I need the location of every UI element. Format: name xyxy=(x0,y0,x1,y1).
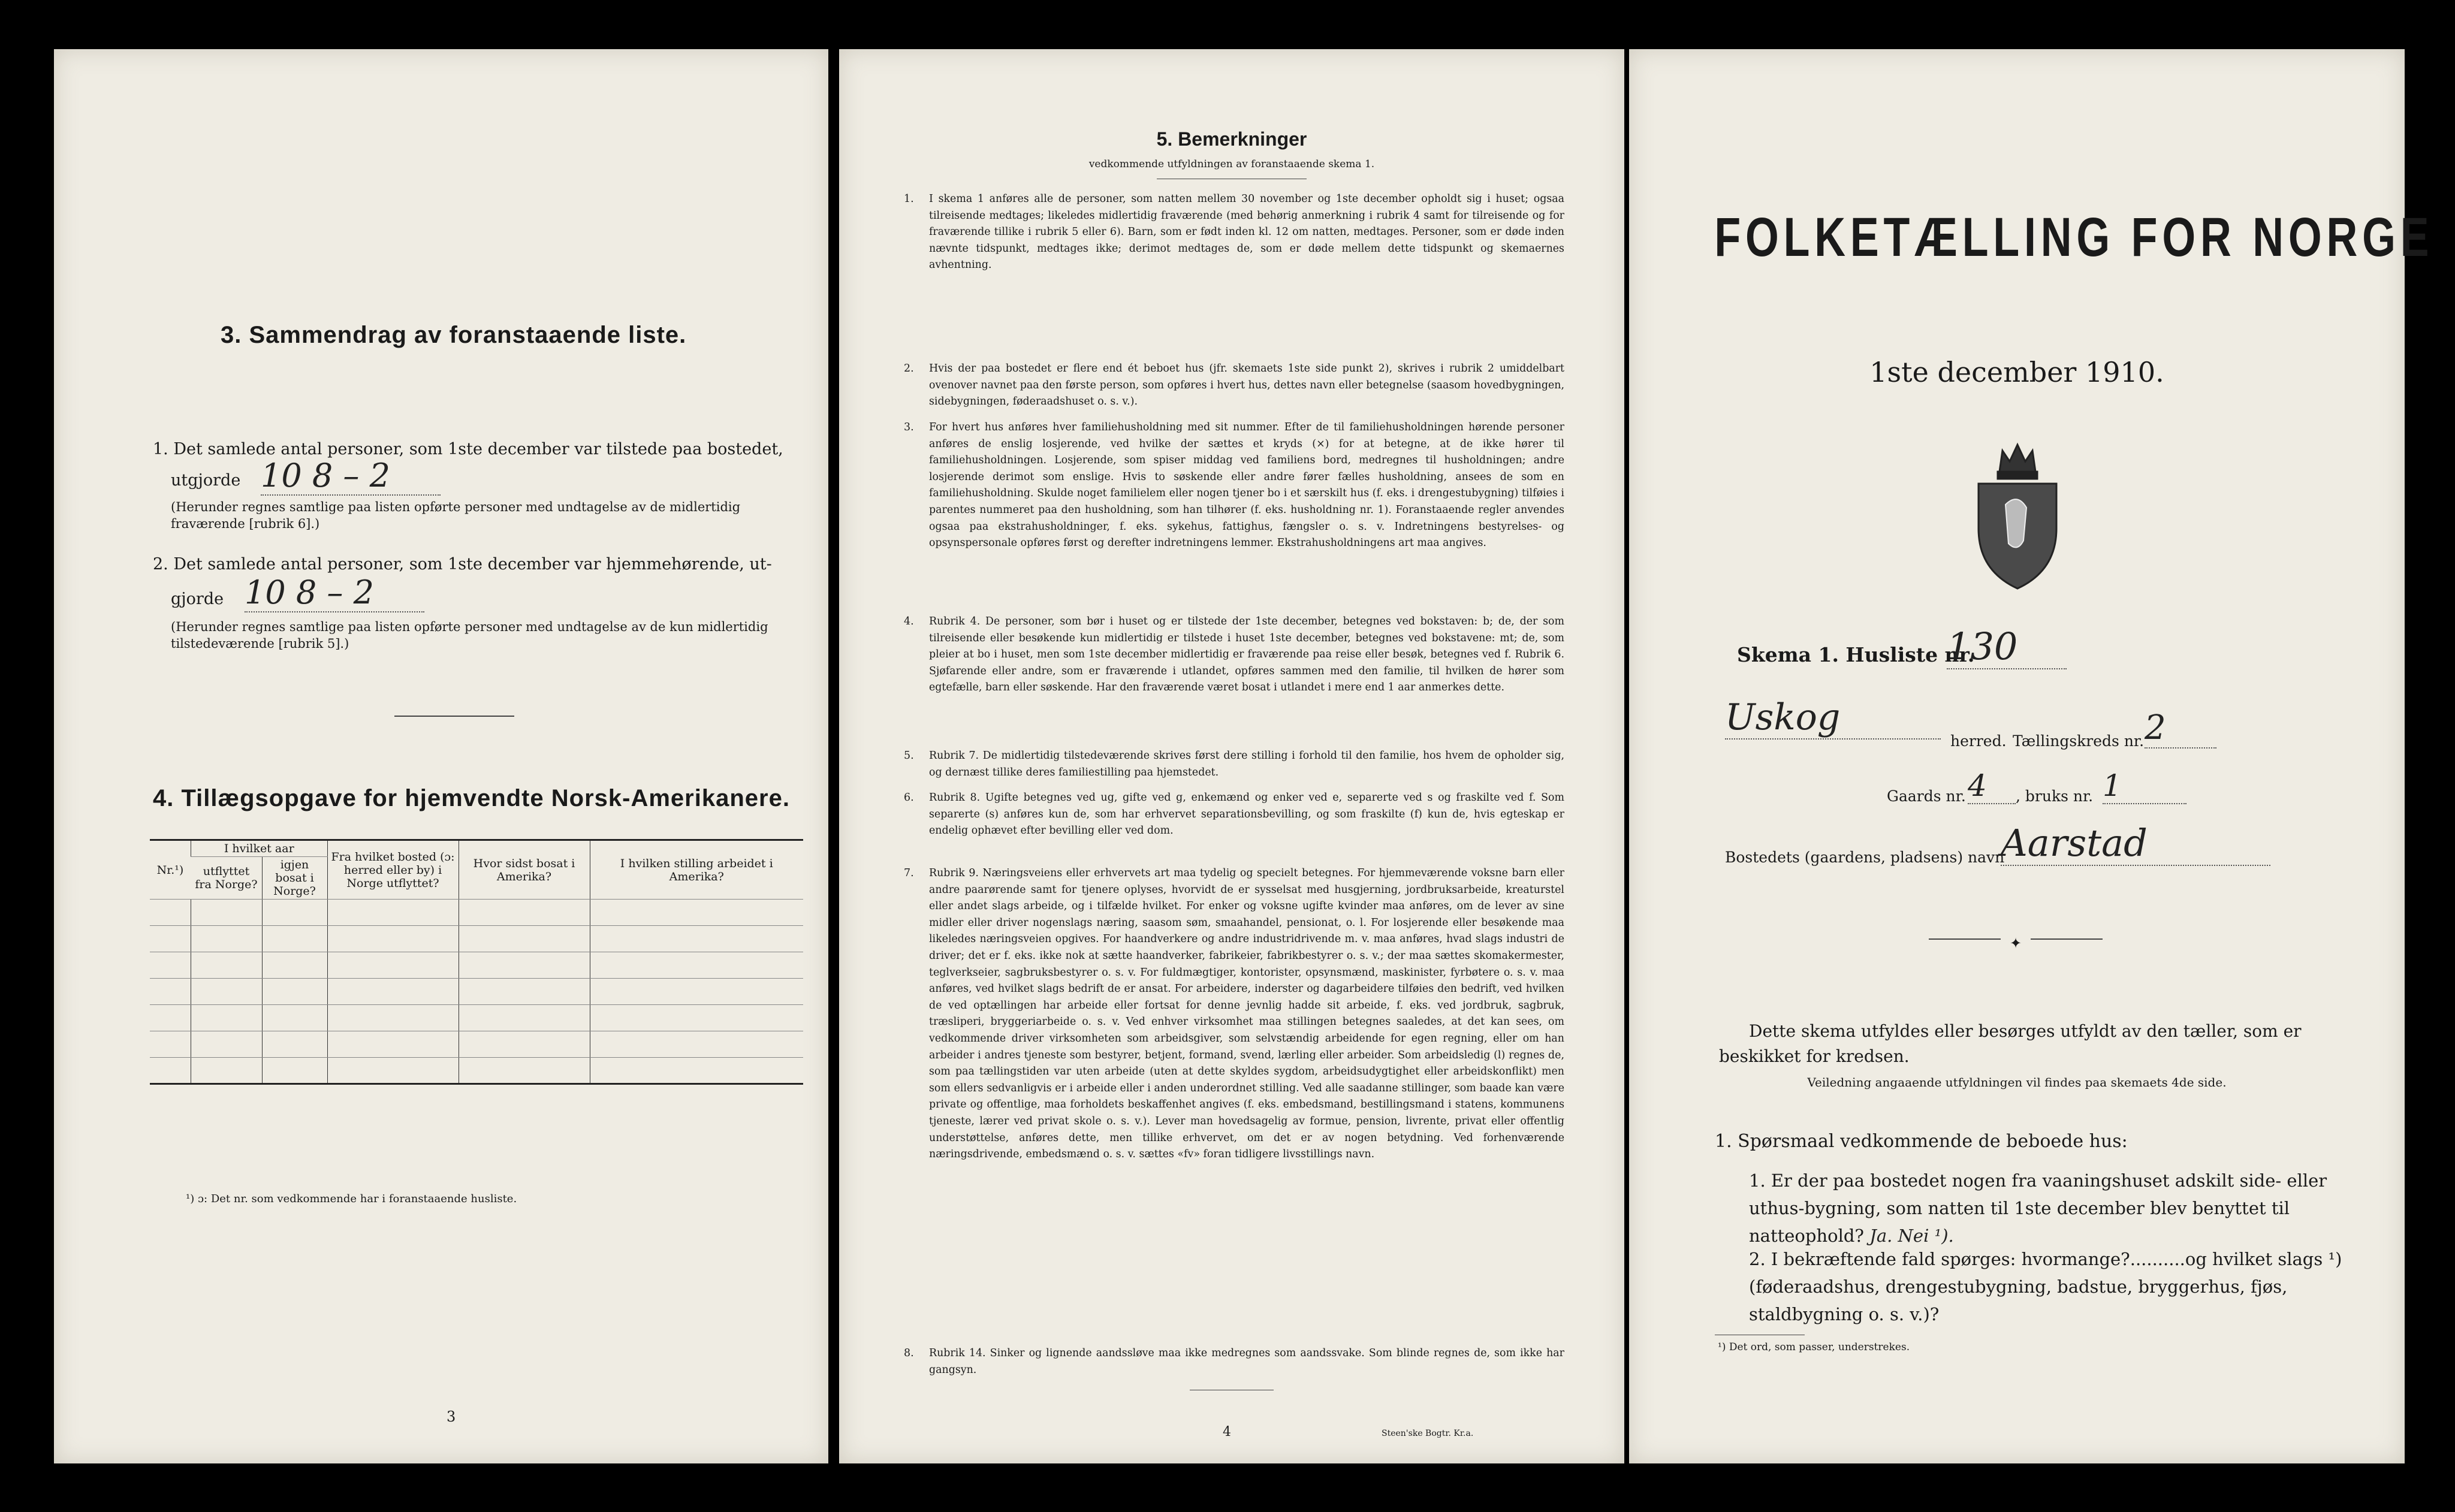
gaards-label: Gaards nr. xyxy=(1887,787,1966,805)
norsk-amerikaner-table xyxy=(150,839,803,1085)
q1-answer: Ja. Nei ¹). xyxy=(1869,1226,1954,1246)
col-bosat: igjen bosat i Norge? xyxy=(262,857,327,900)
kreds-value: 2 xyxy=(2145,708,2216,749)
remark-item: 4. Rubrik 4. De personer, som bør i huset og er tilstede der 1ste december, betegnes ved bokstaven: b; de, der som tilreisende eller besøkende kun midlertidig er tilstede i huset 1ste december, betegnes ved bokstavene: mt; de, som pleier at bo i huset, men som 1ste december midlertidig er fraværende paa reise eller besøk, betegnes ved f. Rubrik 6. Sjøfarende eller andre, som er fraværende i utlandet, opføres sammen med den familie, til hvilken de hører som egtefælle, barn eller søskende. Har den fraværende været bosat i utlandet i mere end 1 aar anmerkes dette. xyxy=(904,615,1564,694)
husliste-nr: 130 xyxy=(1947,624,2067,669)
herred-label: herred. xyxy=(1950,732,2007,750)
bruks-label: , bruks nr. xyxy=(2016,787,2094,805)
herred-value: Uskog xyxy=(1725,696,1941,740)
section4-footnote: ¹) ɔ: Det nr. som vedkommende har i foranstaaende husliste. xyxy=(186,1193,517,1205)
kreds-label: Tællingskreds nr. xyxy=(2013,732,2145,750)
remarks-title: 5. Bemerkninger xyxy=(1156,128,1307,150)
section4-title: 4. Tillægsopgave for hjemvendte Norsk-Amerikanere. xyxy=(153,785,790,811)
item2-text: 2. Det samlede antal personer, som 1ste december var hjemmehørende, ut- xyxy=(153,555,772,574)
question-2: 2. I bekræftende fald spørges: hvormange?..........og hvilket slags ¹) (føderaadshus, drengestubygning, badstue, bryggerhus, fjøs, staldbygning o. s. v.)? xyxy=(1749,1249,2342,1324)
remark-item: 7. Rubrik 9. Næringsveiens eller erhvervets art maa tydelig og specielt betegnes. For hjemmeværende voksne barn eller andre paarørende samt for tjenere oplyses, hvorvidt de er sysselsat med husgjerning, jordbruksarbeide, kreaturstel eller andet slags arbeide, og i tilfælde hvilket. For enker og voksne ugifte kvinder maa anføres, om de lever av sine midler eller driver nogenslags næring, saasom søm, smaahandel, pensionat, o. l. For losjerende eller besøkende maa likeledes næringsveien opgives. For haandverkere og andre industridrivende m. v. maa anføres, hvad slags industri de driver; det er f. eks. ikke nok at sætte haandverker, fabrikeier, fabrikbestyrer o. s. v.; der maa sættes skomakermester, teglverkseier, sagbruksbestyrer o. s. v. For fuldmægtiger, kontorister, opsynsmænd, maskinister, fyrbøtere o. s. v. maa anføres, ved hvilket slags bedrift de er ansat. For arbeidere, inderster og dagarbeidere tilføies den bedrift, ved hvilken de ved optællingen har arbeide eller fortsat for denne jevnlig hadde sit arbeide, f. eks. ved jordbruk, sagbruk, træsliperi, bryggeriarbeide o. s. v. Ved enhver virksomhet maa stillingen betegnes saaledes, at det kan sees, om vedkommende driver virksomheten som arbeidsgiver, som selvstændig arbeidende for egen regning, eller om han arbeider i andres tjeneste som bestyrer, betjent, formand, svend, lærling eller arbeider. Som arbeidsledig (l) regnes de, som paa tællingstiden var uten arbeide (uten at dette skyldes sygdom, arbeidsudygtighet eller arbeidskonflikt) men som ellers sedvanligvis er i arbeide eller i anden underordnet stilling. Ved alle saadanne stillinger, som baade kan være private og offentlige, maa forholdets beskaffenhet angives (f. eks. embedsmand, bestillingsmand i statens, kommunens tjeneste, lærer ved privat skole o. s. v.). Lever man hovedsagelig av formue, pension, livrente, privat eller offentlig understøttelse, anføres dette, men tillike erhvervet, om det er av nogen betydning. Ved forhenværende næringsdrivende, embedsmænd o. s. v. sættes «fv» foran tidligere livsstillings navn. xyxy=(904,867,1564,1161)
item2-prefix: gjorde xyxy=(171,590,224,608)
remark-item: 8. Rubrik 14. Sinker og lignende aandssløve maa ikke medregnes som aandssvake. Som blinde regnes de, som ikke har gangsyn. xyxy=(904,1347,1564,1376)
main-title: FOLKETÆLLING FOR NORGE xyxy=(1714,207,2434,268)
question-1: 1. Er der paa bostedet nogen fra vaaningshuset adskilt side- eller uthus-bygning, som natten til 1ste december blev benyttet til natteophold? Ja. Nei ¹). xyxy=(1749,1170,2327,1246)
item1-text: 1. Det samlede antal personer, som 1ste december var tilstede paa bostedet, xyxy=(153,440,783,458)
footnote: ¹) Det ord, som passer, understrekes. xyxy=(1718,1341,1910,1353)
page-number: 3 xyxy=(447,1408,456,1425)
col-utflyttet: utflyttet fra Norge? xyxy=(191,857,263,900)
table-row xyxy=(150,900,803,926)
item1-value: 10 8 – 2 xyxy=(261,457,441,496)
col-amerika: Hvor sidst bosat i Amerika? xyxy=(459,840,590,900)
remark-item: 1. I skema 1 anføres alle de personer, som natten mellem 30 november og 1ste december opholdt sig i huset; ogsaa tilreisende medtages; likeledes midlertidig fraværende (med behørig anmerkning i rubrik 4 samt for tilreisende og for fraværende tillike i rubrik 5 eller 6). Barn, som er født inden kl. 12 om natten, medtages. Personer, som er døde inden nævnte tidspunkt, medtages ikke; derimot medtages de, som er døde mellem dette tidspunkt og skemaernes avhentning. xyxy=(904,193,1564,271)
gaards-value: 4 xyxy=(1968,768,2016,804)
coat-of-arms-icon xyxy=(1967,439,2068,594)
item1-prefix: utgjorde xyxy=(171,471,241,490)
census-date: 1ste december 1910. xyxy=(1869,356,2164,388)
instruction-text: Dette skema utfyldes eller besørges utfyldt av den tæller, som er beskikket for kredsen. xyxy=(1719,1021,2302,1066)
item2-note: (Herunder regnes samtlige paa listen opførte personer med undtagelse av de kun midlertidig tilstedeværende [rubrik 5].) xyxy=(171,620,768,651)
page-number: 4 xyxy=(1223,1425,1231,1439)
bosted-value: Aarstad xyxy=(2001,821,2270,866)
bruks-value: 1 xyxy=(2103,768,2186,804)
table-row xyxy=(150,926,803,952)
ornament-icon: ✦ xyxy=(2001,935,2031,952)
remark-item: 6. Rubrik 8. Ugifte betegnes ved ug, gifte ved g, enkemænd og enker ved e, separerte ved s og fraskilte ved f. Som separerte (s) anføres kun de, som har erhvervet separationsbevilling, og som fraskilte (f) kun de, hvis egteskap er endelig ophævet efter bevilling eller ved dom. xyxy=(904,792,1564,837)
instruction-small: Veiledning angaaende utfyldningen vil findes paa skemaets 4de side. xyxy=(1807,1075,2227,1090)
bosted-label: Bostedets (gaardens, pladsens) navn xyxy=(1725,849,2005,866)
right-page xyxy=(1629,49,2434,1463)
table-row xyxy=(150,952,803,979)
col-bosted: Fra hvilket bosted (ɔ: herred eller by) i Norge utflyttet? xyxy=(327,840,459,900)
item1-note: (Herunder regnes samtlige paa listen opførte personer med undtagelse av de midlertidig fraværende [rubrik 6].) xyxy=(171,500,741,531)
printer-imprint: Steen'ske Bogtr. Kr.a. xyxy=(1382,1429,1474,1438)
table-row xyxy=(150,979,803,1005)
schema-label: Skema 1. Husliste nr. xyxy=(1737,643,1975,666)
col-stilling: I hvilken stilling arbeidet i Amerika? xyxy=(590,840,803,900)
table-row xyxy=(150,1058,803,1084)
col-nr: Nr.¹) xyxy=(150,840,191,900)
remark-item: 5. Rubrik 7. De midlertidig tilstedeværende skrives først dere stilling i forhold til den familie, hos hvem de opholder sig, og dernæst tillike deres familiestilling paa hjemstedet. xyxy=(904,750,1564,778)
remark-item: 2. Hvis der paa bostedet er flere end ét beboet hus (jfr. skemaets 1ste side punkt 2), skrives i rubrik 2 umiddelbart ovenover navnet paa den første person, som opføres i hvert hus, dettes navn eller betegnelse (saasom hovedbygningen, sidebygningen, føderaadshuset o. s. v.). xyxy=(904,363,1564,408)
middle-page xyxy=(839,49,1624,1463)
table-row xyxy=(150,1031,803,1058)
col-aar: I hvilket aar xyxy=(191,840,328,857)
section3-title: 3. Sammendrag av foranstaaende liste. xyxy=(221,322,687,348)
divider xyxy=(394,716,514,717)
question-section: 1. Spørsmaal vedkommende de beboede hus: xyxy=(1715,1131,2128,1152)
item2-value: 10 8 – 2 xyxy=(245,574,424,612)
remark-item: 3. For hvert hus anføres hver familiehusholdning med sit nummer. Efter de til familiehusholdningen hørende personer anføres de enslig losjerende, ved hvilke der sættes et kryds (×) for at betegne, at de ikke hører til familiehusholdningen. Losjerende, som spiser middag ved familiens bord, medregnes til husholdningen; andre losjerende derimot som enslige. Hvis to søskende eller andre fører fælles husholdning, ansees de som en familiehusholdning. Skulde noget familielem eller nogen tjener bo i et særskilt hus (f. eks. i drengestubygning) tilføies i parentes nummeret paa den husholdning, som han tilhører (f. eks. husholdning nr. 1). Foranstaaende regler anvendes ogsaa paa ekstrahusholdninger, f. eks. sykehus, fattighus, fængsler o. s. v. Indretningens bestyrelses- og opsynspersonale opføres først og derefter indretningens lemmer. Ekstrahusholdningens art maa angives. xyxy=(904,421,1564,550)
table-row xyxy=(150,1005,803,1031)
left-page xyxy=(54,49,828,1463)
remarks-subtitle: vedkommende utfyldningen av foranstaaende skema 1. xyxy=(1088,158,1375,170)
